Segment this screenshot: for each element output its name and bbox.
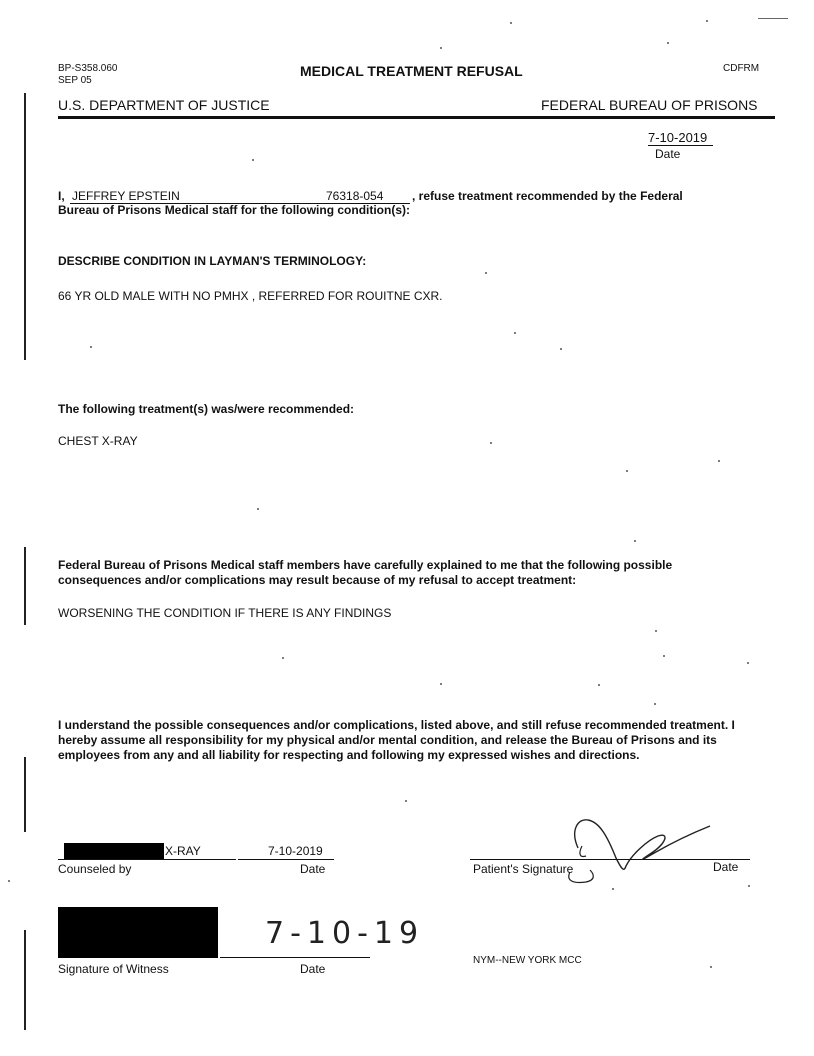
scan-artifact bbox=[758, 18, 788, 19]
scan-speck bbox=[90, 346, 92, 348]
witness-handwritten-date: 7-10-19 bbox=[265, 916, 425, 951]
witness-date-line bbox=[220, 957, 370, 958]
treatment-heading: The following treatment(s) was/were recommended: bbox=[58, 402, 355, 416]
scan-speck bbox=[718, 460, 720, 462]
form-code: CDFRM bbox=[723, 63, 760, 74]
scan-speck bbox=[706, 20, 708, 22]
scan-speck bbox=[710, 966, 712, 968]
scan-speck bbox=[485, 272, 487, 274]
treatment-text: CHEST X-RAY bbox=[58, 434, 138, 448]
scan-speck bbox=[440, 47, 442, 49]
scan-speck bbox=[257, 508, 259, 510]
scan-speck bbox=[510, 22, 512, 24]
bureau-name: FEDERAL BUREAU OF PRISONS bbox=[541, 97, 758, 113]
counseled-date-label: Date bbox=[300, 862, 326, 876]
witness-date-label: Date bbox=[300, 962, 326, 976]
top-date-label: Date bbox=[655, 147, 681, 161]
scan-speck bbox=[747, 662, 749, 664]
department-name: U.S. DEPARTMENT OF JUSTICE bbox=[58, 97, 270, 113]
scan-speck bbox=[8, 880, 10, 882]
scan-speck bbox=[667, 42, 669, 44]
scan-edge-mark bbox=[24, 547, 26, 625]
redaction-box bbox=[64, 843, 164, 860]
scan-speck bbox=[663, 655, 665, 657]
counseled-by-value: X-RAY bbox=[165, 844, 201, 858]
scan-speck bbox=[405, 800, 407, 802]
counseled-by-line bbox=[58, 859, 236, 860]
scan-speck bbox=[626, 470, 628, 472]
scan-speck bbox=[655, 630, 657, 632]
scan-speck bbox=[282, 657, 284, 659]
register-number-field bbox=[324, 189, 410, 204]
form-number: BP-S358.060 bbox=[58, 63, 118, 74]
consequences-text: WORSENING THE CONDITION IF THERE IS ANY FINDINGS bbox=[58, 606, 392, 620]
scan-speck bbox=[748, 885, 750, 887]
form-title: MEDICAL TREATMENT REFUSAL bbox=[300, 63, 523, 79]
condition-text: 66 YR OLD MALE WITH NO PMHX , REFERRED FOR ROUITNE CXR. bbox=[58, 289, 443, 303]
counseled-by-label: Counseled by bbox=[58, 862, 132, 876]
institution-name: NYM--NEW YORK MCC bbox=[473, 955, 582, 966]
scan-speck bbox=[654, 703, 656, 705]
form-date: SEP 05 bbox=[58, 75, 92, 86]
counseled-date-value: 7-10-2019 bbox=[268, 844, 323, 858]
patient-name: JEFFREY EPSTEIN bbox=[72, 189, 180, 203]
scan-edge-mark bbox=[24, 93, 26, 360]
patient-name-field bbox=[70, 189, 324, 204]
scan-speck bbox=[490, 442, 492, 444]
scan-speck bbox=[634, 540, 636, 542]
scan-edge-mark bbox=[24, 757, 26, 832]
top-date-value: 7-10-2019 bbox=[648, 130, 713, 146]
scan-speck bbox=[560, 348, 562, 350]
scan-speck bbox=[612, 888, 614, 890]
header-rule bbox=[58, 116, 775, 119]
scan-speck bbox=[252, 159, 254, 161]
witness-signature-label: Signature of Witness bbox=[58, 962, 169, 976]
patient-signature-label: Patient's Signature bbox=[473, 862, 574, 876]
refusal-suffix: , refuse treatment recommended by the Federal bbox=[412, 189, 683, 203]
consequences-heading: Federal Bureau of Prisons Medical staff members have carefully explained to me that the following possible consequences and/or complications may result because of my refusal to accept treatment: bbox=[58, 558, 673, 587]
counseled-date-line bbox=[238, 859, 334, 860]
scan-speck bbox=[598, 684, 600, 686]
patient-signature-line bbox=[470, 859, 750, 860]
acknowledgement-text: I understand the possible consequences and/or complications, listed above, and still refuse recommended treatment. I hereby assume all responsibility for my physical and/or mental condition, and release the Bureau of Prisons and its employees from any and all liability for respecting and following my expressed wishes and directions. bbox=[58, 718, 735, 762]
scan-edge-mark bbox=[24, 930, 26, 1030]
refusal-line2: Bureau of Prisons Medical staff for the following condition(s): bbox=[58, 203, 411, 217]
scan-speck bbox=[440, 683, 442, 685]
refusal-prefix: I, bbox=[58, 189, 65, 203]
condition-heading: DESCRIBE CONDITION IN LAYMAN'S TERMINOLOGY: bbox=[58, 254, 367, 268]
patient-date-label: Date bbox=[713, 860, 739, 874]
redaction-box bbox=[58, 907, 218, 958]
scan-speck bbox=[514, 332, 516, 334]
register-number: 76318-054 bbox=[326, 189, 384, 203]
